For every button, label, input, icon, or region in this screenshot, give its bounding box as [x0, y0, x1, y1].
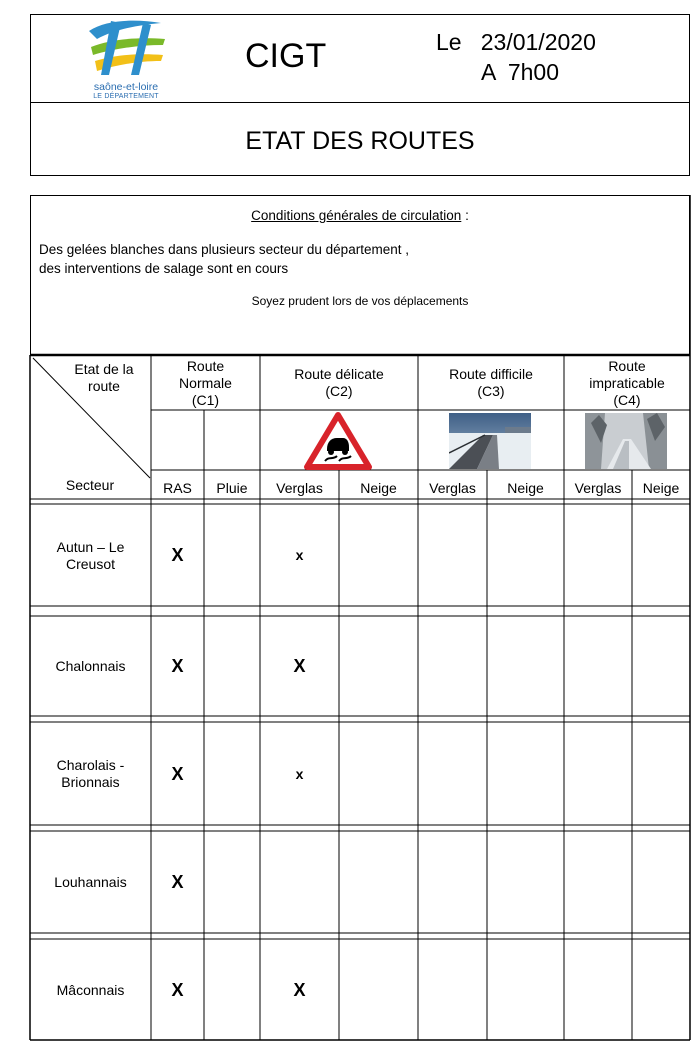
table-cell-mark: x: [295, 547, 304, 563]
sector-autun-le-creusot: Autun – Le Creusot: [56, 538, 125, 572]
category-header-c1: Route Normale (C1): [179, 357, 232, 408]
conditions-advice: Soyez prudent lors de vos déplacements: [251, 294, 469, 308]
report-date: Le 23/01/2020: [436, 29, 596, 55]
page-title: ETAT DES ROUTES: [245, 127, 475, 155]
table-cell-mark: X: [293, 979, 306, 1000]
org-name: CIGT: [245, 37, 327, 75]
sector-chalonnais: Chalonnais: [55, 658, 126, 674]
logo-subtext: LE DÉPARTEMENT: [93, 93, 159, 100]
category-header-c4: Route impraticable (C4): [589, 357, 665, 408]
table-cell-mark: X: [171, 763, 184, 784]
conditions-heading: [31, 208, 689, 223]
slippery-road-warning-icon: [303, 411, 373, 471]
sector-charolais-brionnais: Charolais - Brionnais: [56, 757, 125, 790]
table-cell-mark: X: [171, 979, 184, 1000]
corner-label-sector: Secteur: [65, 476, 115, 493]
snowy-road-photo: [585, 413, 667, 469]
table-cell-mark: X: [293, 656, 306, 676]
department-logo-icon: [81, 17, 171, 81]
subheader-c2-neige: Neige: [360, 479, 397, 496]
corner-label-road-state: Etat de la route: [74, 361, 134, 394]
subheader-c3-neige: Neige: [507, 479, 544, 496]
category-header-c3: Route difficile (C3): [449, 366, 533, 399]
conditions-heading-text: Conditions générales de circulation: [251, 208, 462, 223]
sector-louhannais: Louhannais: [54, 874, 127, 890]
conditions-text-line2: des interventions de salage sont en cours: [39, 261, 289, 276]
header-top-row: [31, 15, 689, 103]
table-cell-mark: X: [171, 872, 184, 892]
subheader-c4-verglas: Verglas: [574, 479, 622, 496]
department-logo: [81, 17, 171, 103]
subheader-c3-verglas: Verglas: [429, 479, 476, 496]
subheader-c4-neige: Neige: [642, 479, 680, 496]
table-cell-mark: X: [171, 545, 184, 565]
conditions-heading-colon: :: [461, 208, 469, 223]
header-box: [30, 14, 690, 176]
sector-maconnais: Mâconnais: [56, 981, 125, 998]
subheader-pluie: Pluie: [216, 479, 248, 496]
logo-text: saône-et-loire: [93, 81, 159, 93]
subheader-c2-verglas: Verglas: [276, 479, 323, 496]
subheader-ras: RAS: [163, 479, 192, 496]
conditions-box: [30, 195, 690, 355]
category-header-c2: Route délicate (C2): [294, 366, 384, 399]
table-cell-mark: X: [171, 656, 184, 676]
table-cell-mark: x: [295, 765, 304, 782]
conditions-text-line1: Des gelées blanches dans plusieurs secteur du département ,: [39, 242, 409, 257]
icy-road-photo: [449, 413, 531, 469]
report-time: A 7h00: [481, 59, 560, 85]
